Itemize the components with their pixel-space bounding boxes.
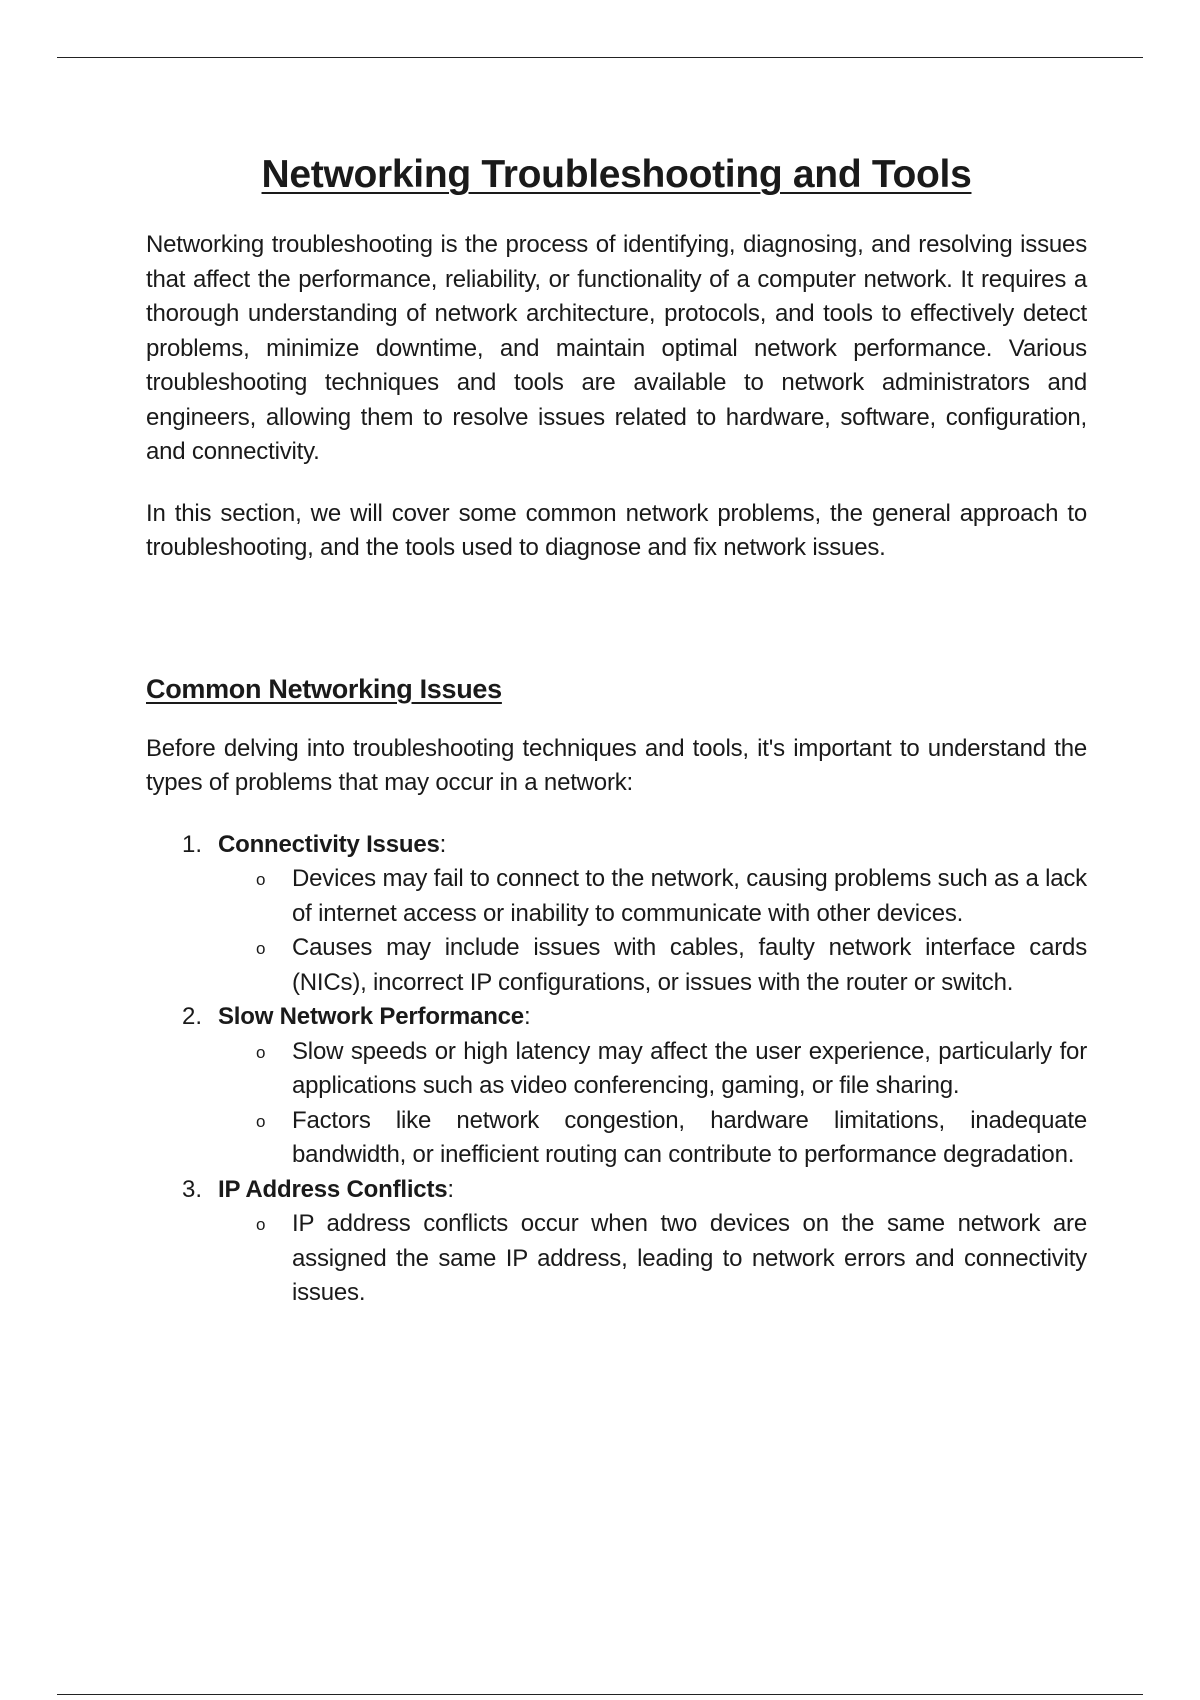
list-number: 1. bbox=[182, 830, 203, 858]
list-item bbox=[218, 1104, 1087, 1173]
header-rule bbox=[57, 57, 1143, 58]
point-text: Devices may fail to connect to the network, causing problems such as a lack of internet access or inability to communicate with other devices. bbox=[292, 865, 1087, 927]
issue-title-line bbox=[218, 1000, 1087, 1035]
list-item bbox=[218, 1035, 1087, 1104]
point-text: Causes may include issues with cables, faulty network interface cards (NICs), incorrect IP configurations, or issues with the router or switch. bbox=[292, 934, 1087, 996]
list-item bbox=[218, 931, 1087, 1000]
footer-rule bbox=[57, 1694, 1143, 1695]
point-text: Slow speeds or high latency may affect the user experience, particularly for applications such as video conferencing, gaming, or file sharing. bbox=[292, 1037, 1087, 1099]
issue-item-slow-performance bbox=[146, 1000, 1087, 1173]
document-body bbox=[146, 148, 1087, 1311]
issue-item-connectivity bbox=[146, 828, 1087, 1001]
point-text: IP address conflicts occur when two devices on the same network are assigned the same IP address, leading to network errors and connectivity issues. bbox=[292, 1210, 1087, 1306]
circle-bullet-icon: o bbox=[256, 939, 266, 958]
circle-bullet-icon: o bbox=[256, 870, 266, 889]
circle-bullet-icon: o bbox=[256, 1215, 266, 1234]
issue-title-suffix: : bbox=[447, 1175, 454, 1203]
intro-paragraph: Networking troubleshooting is the process of identifying, diagnosing, and resolving issues that affect the performance, reliability, or functionality of a computer network. It requires a thorough understanding of network architecture, protocols, and tools to effectively detect problems, minimize downtime, and maintain optimal network performance. Various troubleshooting techniques and tools are available to network administrators and engineers, allowing them to resolve issues related to hardware, software, configuration, and connectivity. bbox=[146, 231, 1087, 465]
circle-bullet-icon: o bbox=[256, 1042, 266, 1062]
circle-bullet-icon: o bbox=[256, 1111, 266, 1131]
issue-points bbox=[218, 1035, 1087, 1173]
list-number: 3. bbox=[182, 1175, 203, 1203]
issue-title: Connectivity Issues bbox=[218, 830, 440, 858]
issue-title: IP Address Conflicts bbox=[218, 1175, 448, 1203]
point-text: Factors like network congestion, hardware limitations, inadequate bandwidth, or inefficient routing can contribute to performance degradation. bbox=[292, 1106, 1087, 1168]
issue-item-ip-conflicts bbox=[146, 1173, 1087, 1311]
issues-list bbox=[146, 828, 1087, 1311]
page-title: Networking Troubleshooting and Tools bbox=[261, 153, 972, 196]
issue-title-suffix: : bbox=[523, 1003, 531, 1030]
issue-title-line bbox=[218, 828, 1087, 863]
list-item bbox=[218, 862, 1087, 931]
issue-points bbox=[218, 1207, 1087, 1311]
issue-title-line bbox=[218, 1173, 1087, 1208]
section-heading: Common Networking Issues bbox=[146, 673, 502, 704]
list-number: 2. bbox=[182, 1003, 203, 1030]
issue-title-suffix: : bbox=[439, 830, 447, 858]
issue-title: Slow Network Performance bbox=[218, 1003, 524, 1030]
section-lead-paragraph: Before delving into troubleshooting techniques and tools, it's important to understand the types of problems that may occur in a network: bbox=[146, 734, 1087, 796]
issue-points bbox=[218, 862, 1087, 1000]
intro-paragraph: In this section, we will cover some common network problems, the general approach to troubleshooting, and the tools used to diagnose and fix network issues. bbox=[146, 499, 1087, 561]
list-item bbox=[218, 1207, 1087, 1311]
